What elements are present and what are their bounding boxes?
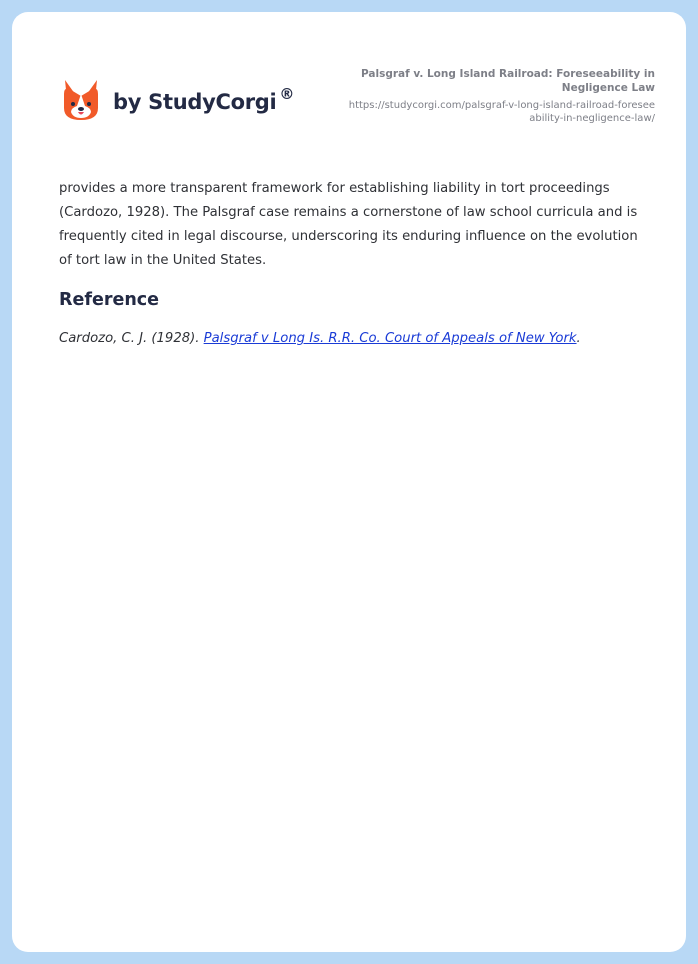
corgi-icon <box>61 78 101 122</box>
reference-heading: Reference <box>59 290 160 310</box>
document-title: Palsgraf v. Long Island Railroad: Foreseeability in Negligence Law <box>361 68 655 94</box>
reference-link[interactable]: Palsgraf v Long Is. R.R. Co. Court of Appeals of New York <box>203 331 577 346</box>
document-url[interactable]: https://studycorgi.com/palsgraf-v-long-island-railroad-foreseeability-in-negligence-law/ <box>348 100 655 124</box>
body-paragraph: provides a more transparent framework for establishing liability in tort proceedings (Cardozo, 1928). The Palsgraf case remains a cornerstone of law school curricula and is frequently cited in legal discourse, underscoring its enduring influence on the evolution of tort law in the United States. <box>59 181 638 268</box>
document-page <box>12 12 686 952</box>
reference-end: . <box>576 331 581 346</box>
studycorgi-logo[interactable] <box>61 78 294 122</box>
brand-name: by StudyCorgi ® <box>113 85 295 114</box>
document-meta <box>345 67 655 125</box>
reference-author-year: Cardozo, C. J. (1928). <box>59 331 204 346</box>
registered-mark: ® <box>279 85 295 103</box>
reference-entry <box>59 328 659 350</box>
